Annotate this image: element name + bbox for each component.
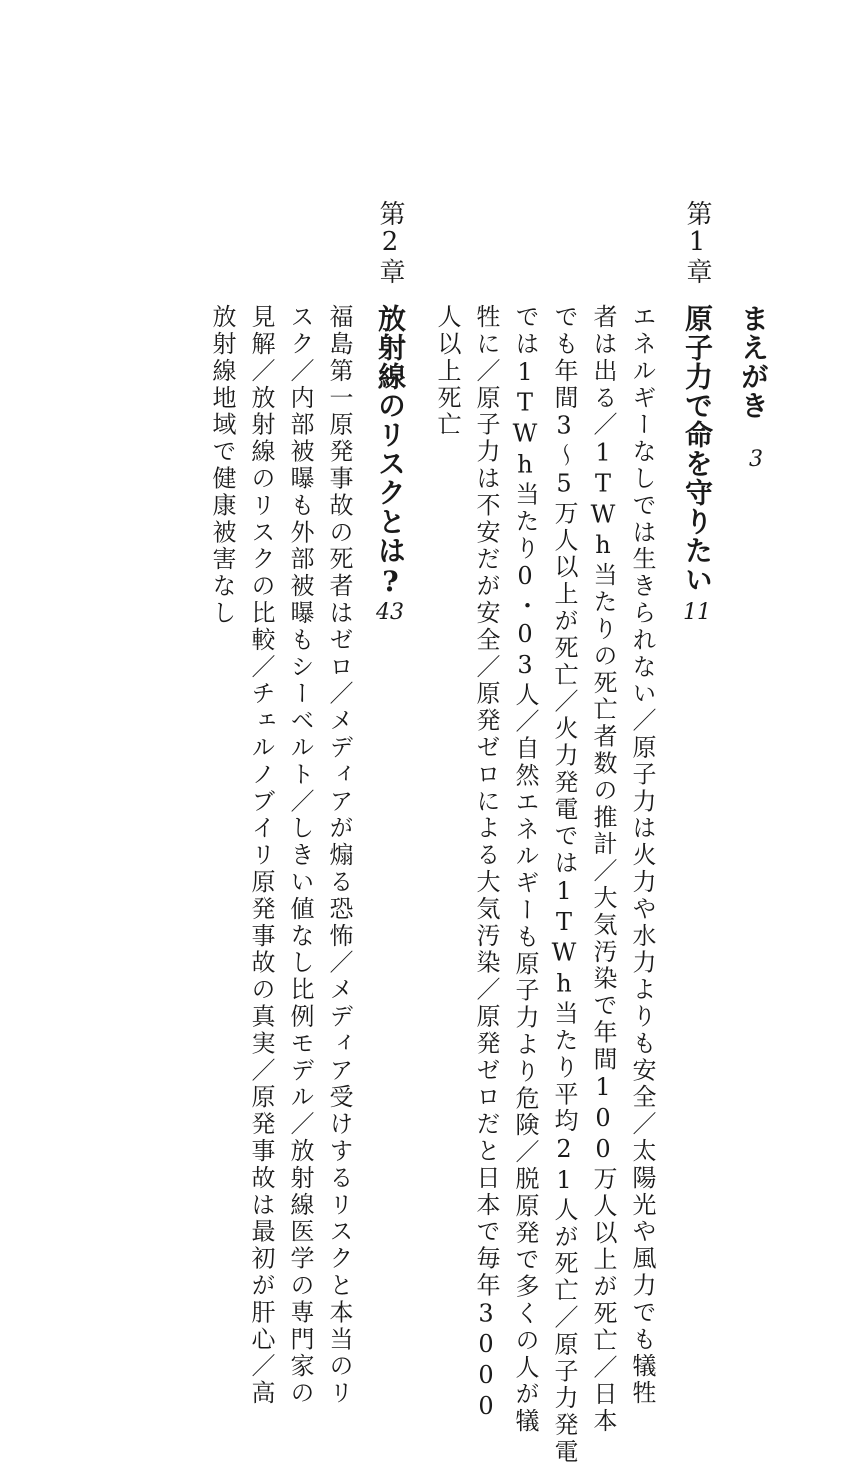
chapter-1-summary-line: エネルギーなしでは生きられない／原子力は火力や水力よりも安全／太陽光や風力でも犠牲 <box>628 304 656 1407</box>
chapter-2-summary-line: スク／内部被曝も外部被曝もシーベルト／しきい値なし比例モデル／放射線医学の専門家の <box>286 304 314 1407</box>
chapter-1-page-number: 11 <box>683 600 711 625</box>
chapter-1-summary-line: 者は出る／1TWh当たりの死亡者数の推計／大気汚染で年間100万人以上が死亡／日本 <box>589 304 617 1435</box>
chapter-2-label: 第2章 <box>375 200 405 285</box>
chapter-1-summary-line: 牲に／原子力は不安だが安全／原発ゼロによる大気汚染／原発ゼロだと日本で毎年3000 <box>472 304 500 1423</box>
chapter-2-summary-line: 見解／放射線のリスクの比較／チェルノブイリ原発事故の真実／原発事故は最初が肝心／高 <box>247 304 275 1407</box>
chapter-1-summary-line: でも年間3〜5万人以上が死亡／火力発電では1TWh当たり平均21人が死亡／原子力発電 <box>550 304 578 1466</box>
chapter-1-title: 原子力で命を守りたい <box>681 304 714 594</box>
chapter-2-summary-line: 福島第一原発事故の死者はゼロ／メディアが煽る恐怖／メディア受けするリスクと本当のリ <box>325 304 353 1407</box>
preface-page-number: 3 <box>749 447 763 472</box>
chapter-2-summary-line: 放射線地域で健康被害なし <box>208 304 236 627</box>
preface-title: まえがき <box>737 304 770 420</box>
chapter-2-page-number: 43 <box>376 600 404 625</box>
chapter-1-summary-line: 人以上死亡 <box>433 304 461 439</box>
chapter-2-title: 放射線のリスクとは? <box>374 304 407 599</box>
chapter-1-label: 第1章 <box>682 200 712 285</box>
chapter-1-summary-line: では1TWh当たり0・03人／自然エネルギーも原子力より危険／脱原発で多くの人が犠 <box>511 304 539 1435</box>
